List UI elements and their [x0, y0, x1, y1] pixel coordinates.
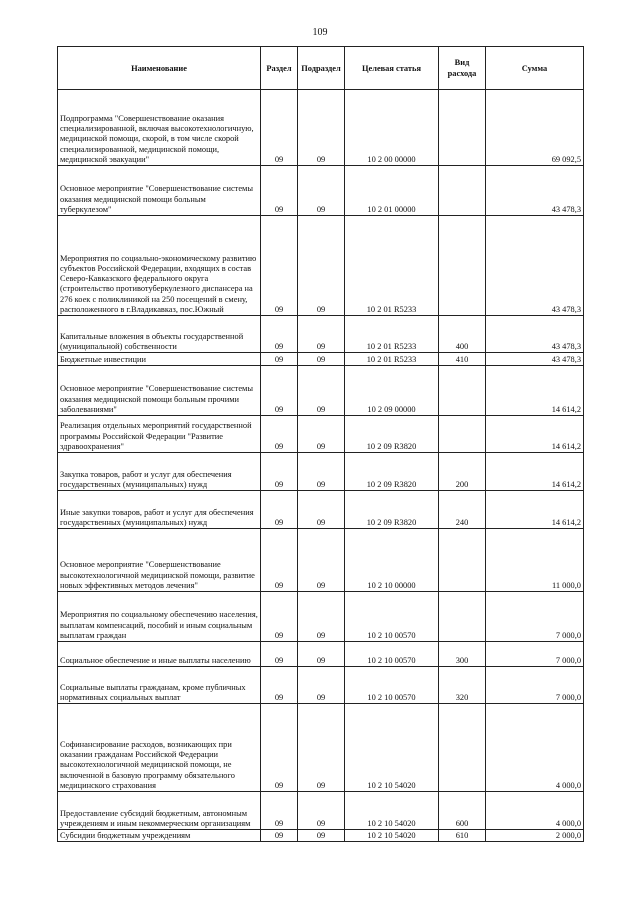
cell-subsection: 09 [298, 90, 345, 166]
cell-name: Социальное обеспечение и иные выплаты населению [58, 642, 261, 667]
header-expense-type: Вид расхода [439, 47, 486, 90]
cell-section: 09 [261, 166, 298, 216]
cell-expense-type: 240 [439, 491, 486, 529]
cell-expense-type: 300 [439, 642, 486, 667]
cell-amount: 43 478,3 [486, 216, 584, 316]
cell-target: 10 2 10 00570 [345, 642, 439, 667]
cell-name: Подпрограмма "Совершенствование оказания специализированной, включая высокотехнологичную, медицинской помощи, скорой, в том числе скорой специализированной, медицинской помощи, медицинской эвакуации" [58, 90, 261, 166]
cell-name: Софинансирование расходов, возникающих при оказании гражданам Российской Федерации высокотехнологичной медицинской помощи, не включенной в базовую программу обязательного медицинского страхования [58, 704, 261, 792]
table-row [58, 353, 584, 366]
table-header-row [58, 47, 584, 90]
table-row [58, 366, 584, 416]
table-row [58, 166, 584, 216]
cell-target: 10 2 09 R3820 [345, 491, 439, 529]
cell-expense-type [439, 366, 486, 416]
table-row [58, 792, 584, 830]
cell-target: 10 2 01 R5233 [345, 353, 439, 366]
cell-target: 10 2 09 R3820 [345, 416, 439, 453]
page-number: 109 [312, 27, 328, 38]
cell-target: 10 2 01 R5233 [345, 216, 439, 316]
cell-expense-type: 400 [439, 316, 486, 353]
cell-section: 09 [261, 592, 298, 642]
cell-name: Основное мероприятие "Совершенствование высокотехнологичной медицинской помощи, развитие новых эффективных методов лечения" [58, 529, 261, 592]
cell-section: 09 [261, 316, 298, 353]
cell-target: 10 2 00 00000 [345, 90, 439, 166]
cell-section: 09 [261, 704, 298, 792]
cell-expense-type [439, 166, 486, 216]
cell-amount: 2 000,0 [486, 830, 584, 842]
cell-amount: 14 614,2 [486, 416, 584, 453]
cell-section: 09 [261, 642, 298, 667]
header-section: Раздел [261, 47, 298, 90]
cell-amount: 11 000,0 [486, 529, 584, 592]
cell-subsection: 09 [298, 830, 345, 842]
cell-amount: 43 478,3 [486, 316, 584, 353]
cell-name: Мероприятия по социальному обеспечению населения, выплатам компенсаций, пособий и иным социальным выплатам граждан [58, 592, 261, 642]
table-row [58, 704, 584, 792]
cell-amount: 4 000,0 [486, 792, 584, 830]
table-row [58, 667, 584, 704]
table-row [58, 642, 584, 667]
cell-amount: 7 000,0 [486, 667, 584, 704]
cell-target: 10 2 10 54020 [345, 704, 439, 792]
cell-subsection: 09 [298, 353, 345, 366]
cell-amount: 7 000,0 [486, 642, 584, 667]
cell-expense-type [439, 592, 486, 642]
cell-amount: 43 478,3 [486, 353, 584, 366]
header-name: Наименование [58, 47, 261, 90]
cell-section: 09 [261, 353, 298, 366]
cell-section: 09 [261, 830, 298, 842]
cell-expense-type: 610 [439, 830, 486, 842]
cell-subsection: 09 [298, 366, 345, 416]
cell-subsection: 09 [298, 667, 345, 704]
cell-section: 09 [261, 792, 298, 830]
cell-section: 09 [261, 667, 298, 704]
cell-name: Основное мероприятие "Совершенствование системы оказания медицинской помощи больным туберкулезом" [58, 166, 261, 216]
cell-target: 10 2 10 00000 [345, 529, 439, 592]
cell-subsection: 09 [298, 316, 345, 353]
cell-expense-type [439, 90, 486, 166]
table-row [58, 216, 584, 316]
cell-expense-type [439, 704, 486, 792]
cell-section: 09 [261, 491, 298, 529]
header-subsection: Подраздел [298, 47, 345, 90]
header-amount: Сумма [486, 47, 584, 90]
cell-expense-type [439, 416, 486, 453]
cell-name: Иные закупки товаров, работ и услуг для обеспечения государственных (муниципальных) нужд [58, 491, 261, 529]
cell-subsection: 09 [298, 704, 345, 792]
table-row [58, 529, 584, 592]
cell-expense-type: 200 [439, 453, 486, 491]
table-row [58, 316, 584, 353]
cell-expense-type [439, 529, 486, 592]
cell-amount: 4 000,0 [486, 704, 584, 792]
cell-subsection: 09 [298, 642, 345, 667]
cell-target: 10 2 10 54020 [345, 792, 439, 830]
cell-subsection: 09 [298, 529, 345, 592]
table-row [58, 453, 584, 491]
cell-amount: 14 614,2 [486, 366, 584, 416]
cell-subsection: 09 [298, 216, 345, 316]
table-row [58, 90, 584, 166]
cell-amount: 14 614,2 [486, 491, 584, 529]
cell-section: 09 [261, 529, 298, 592]
cell-name: Предоставление субсидий бюджетным, автономным учреждениям и иным некоммерческим организациям [58, 792, 261, 830]
cell-name: Субсидии бюджетным учреждениям [58, 830, 261, 842]
cell-amount: 43 478,3 [486, 166, 584, 216]
cell-section: 09 [261, 453, 298, 491]
table-row [58, 491, 584, 529]
cell-section: 09 [261, 90, 298, 166]
cell-target: 10 2 01 00000 [345, 166, 439, 216]
cell-name: Капитальные вложения в объекты государственной (муниципальной) собственности [58, 316, 261, 353]
cell-subsection: 09 [298, 792, 345, 830]
cell-name: Бюджетные инвестиции [58, 353, 261, 366]
cell-subsection: 09 [298, 453, 345, 491]
cell-name: Основное мероприятие "Совершенствование системы оказания медицинской помощи больным прочими заболеваниями" [58, 366, 261, 416]
cell-section: 09 [261, 416, 298, 453]
cell-amount: 7 000,0 [486, 592, 584, 642]
cell-name: Закупка товаров, работ и услуг для обеспечения государственных (муниципальных) нужд [58, 453, 261, 491]
cell-expense-type: 410 [439, 353, 486, 366]
cell-expense-type [439, 216, 486, 316]
cell-target: 10 2 01 R5233 [345, 316, 439, 353]
cell-section: 09 [261, 216, 298, 316]
table-row [58, 416, 584, 453]
header-target: Целевая статья [345, 47, 439, 90]
cell-target: 10 2 10 00570 [345, 667, 439, 704]
cell-subsection: 09 [298, 491, 345, 529]
cell-amount: 69 092,5 [486, 90, 584, 166]
cell-name: Реализация отдельных мероприятий государственной программы Российской Федерации "Развитие здравоохранения" [58, 416, 261, 453]
budget-table [57, 46, 584, 842]
cell-subsection: 09 [298, 416, 345, 453]
cell-target: 10 2 09 00000 [345, 366, 439, 416]
cell-expense-type: 320 [439, 667, 486, 704]
cell-subsection: 09 [298, 592, 345, 642]
cell-subsection: 09 [298, 166, 345, 216]
cell-name: Мероприятия по социально-экономическому развитию субъектов Российской Федерации, входящих в состав Северо-Кавказского федерального округа (строительство противотуберкулезного диспансера на 276 коек с поликлиникой на 250 посещений в смену, расположенного в г.Владикавказ, пос.Южный [58, 216, 261, 316]
cell-target: 10 2 10 54020 [345, 830, 439, 842]
cell-target: 10 2 09 R3820 [345, 453, 439, 491]
cell-section: 09 [261, 366, 298, 416]
cell-amount: 14 614,2 [486, 453, 584, 491]
table-row [58, 830, 584, 842]
cell-target: 10 2 10 00570 [345, 592, 439, 642]
cell-expense-type: 600 [439, 792, 486, 830]
table-row [58, 592, 584, 642]
cell-name: Социальные выплаты гражданам, кроме публичных нормативных социальных выплат [58, 667, 261, 704]
